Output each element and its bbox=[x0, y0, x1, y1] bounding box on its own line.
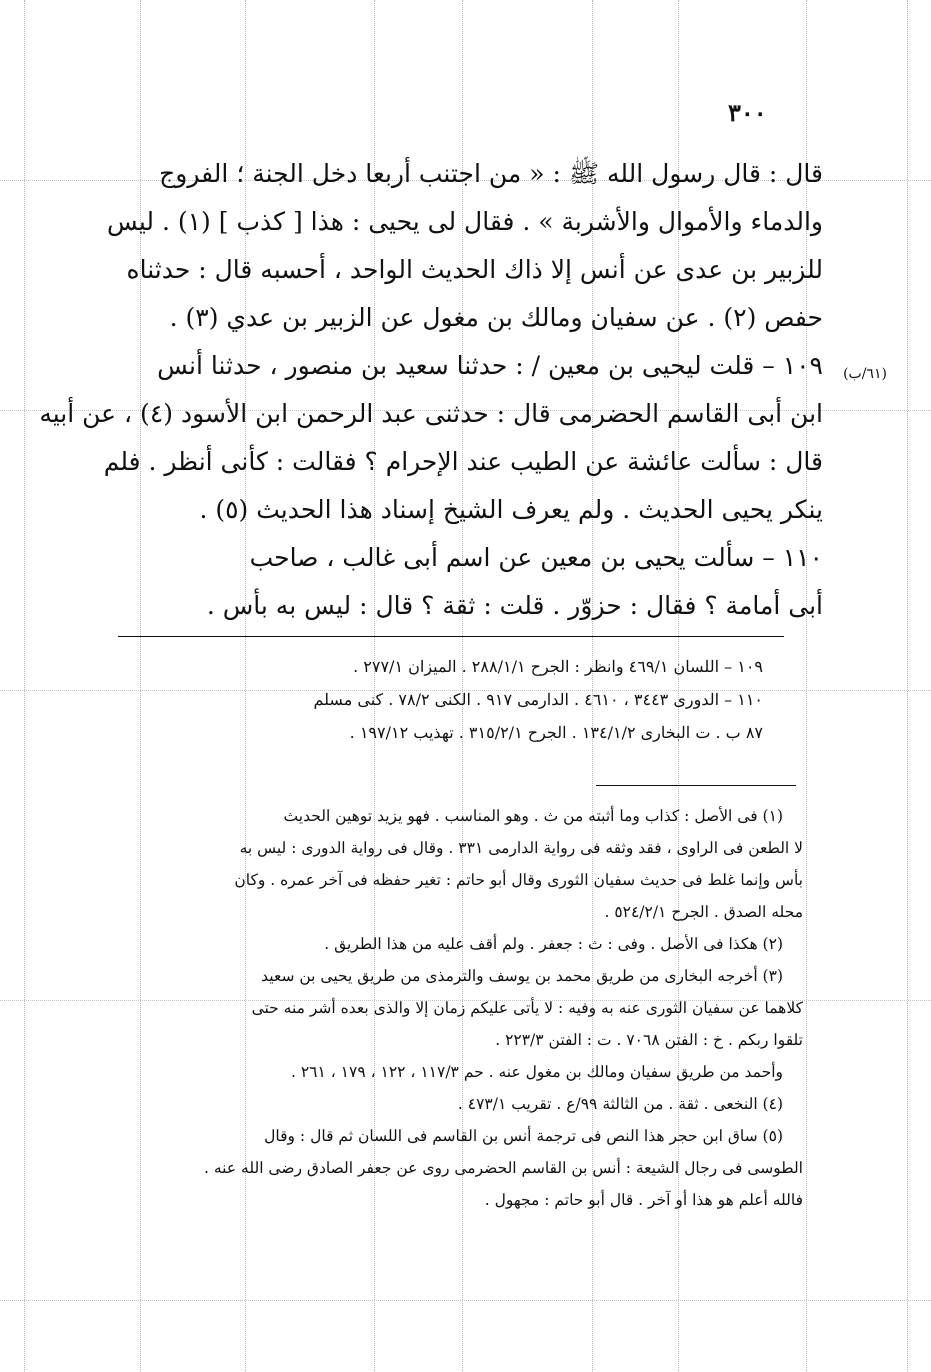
footnote-line: محله الصدق . الجرح ٥٢٤/٢/١ . bbox=[604, 903, 803, 921]
footnote-line: (١) فى الأصل : كذاب وما أثبته من ث . وهو المناسب . فهو يزيد توهين الحديث bbox=[283, 807, 783, 825]
dotted-guide-line bbox=[907, 0, 908, 1372]
text-line: ١١٠ – سألت يحيى بن معين عن اسم أبى غالب ، صاحب bbox=[249, 543, 823, 572]
reference-line: ٨٧ ب . ت البخارى ١٣٤/١/٢ . الجرح ٣١٥/٢/١ . تهذيب ١٩٧/١٢ . bbox=[349, 723, 763, 742]
text-line: للزبير بن عدى عن أنس إلا ذاك الحديث الواحد ، أحسبه قال : حدثناه bbox=[126, 255, 823, 284]
text-line: ينكر يحيى الحديث . ولم يعرف الشيخ إسناد هذا الحديث (٥) . bbox=[199, 495, 823, 524]
dotted-guide-line bbox=[0, 1300, 931, 1301]
main-text bbox=[39, 150, 823, 630]
footnote-line: وأحمد من طريق سفيان ومالك بن مغول عنه . حم ١١٧/٣ ، ١٢٢ ، ١٧٩ ، ٢٦١ . bbox=[290, 1063, 783, 1081]
footnote-line: (٥) ساق ابن حجر هذا النص فى ترجمة أنس بن القاسم فى اللسان ثم قال : وقال bbox=[264, 1127, 783, 1145]
text-line: أبى أمامة ؟ فقال : حزوّر . قلت : ثقة ؟ قال : ليس به بأس . bbox=[206, 591, 823, 620]
reference-line: ١١٠ – الدورى ٣٤٤٣ ، ٤٦١٠ . الدارمى ٩١٧ . الكنى ٧٨/٢ . كنى مسلم bbox=[313, 690, 763, 709]
footnote-separator-short bbox=[596, 785, 796, 786]
footnote-line: (٣) أخرجه البخارى من طريق محمد بن يوسف والترمذى من طريق يحيى بن سعيد bbox=[261, 967, 783, 985]
footnote-line: فالله أعلم هو هذا أو آخر . قال أبو حاتم : مجهول . bbox=[484, 1191, 803, 1209]
text-line: قال : قال رسول الله ﷺ : « من اجتنب أربعا دخل الجنة ؛ الفروج bbox=[159, 159, 823, 188]
text-line: والدماء والأموال والأشربة » . فقال لى يحيى : هذا [ كذب ] (١) . ليس bbox=[106, 207, 823, 236]
text-line: ١٠٩ – قلت ليحيى بن معين / : حدثنا سعيد بن منصور ، حدثنا أنس bbox=[157, 351, 823, 380]
footnote-line: لا الطعن فى الراوى ، فقد وثقه فى رواية الدارمى ٣٣١ . وقال فى رواية الدورى : ليس به bbox=[239, 839, 803, 857]
text-line: ابن أبى القاسم الحضرمى قال : حدثنى عبد الرحمن ابن الأسود (٤) ، عن أبيه bbox=[39, 399, 823, 428]
footnote-line: كلاهما عن سفيان الثورى عنه به وفيه : لا يأتى عليكم زمان إلا والذى بعده أشر منه حتى bbox=[251, 999, 803, 1017]
margin-folio-note: (٦١/ب) bbox=[843, 366, 887, 382]
text-line: قال : سألت عائشة عن الطيب عند الإحرام ؟ فقالت : كأنى أنظر . فلم bbox=[103, 447, 823, 476]
page-number: ٣٠٠ bbox=[728, 98, 767, 127]
footnote-line: بأس وإنما غلط فى حديث سفيان الثورى وقال أبو حاتم : تغير حفظه فى آخر عمره . وكان bbox=[234, 871, 803, 889]
footnote-separator bbox=[118, 636, 784, 637]
reference-line: ١٠٩ – اللسان ٤٦٩/١ وانظر : الجرح ٢٨٨/١/١ . الميزان ٢٧٧/١ . bbox=[353, 657, 763, 676]
references-block bbox=[108, 650, 763, 749]
footnote-line: (٤) النخعى . ثقة . من الثالثة ٩٩/ع . تقريب ٤٧٣/١ . bbox=[457, 1095, 783, 1113]
footnotes-block bbox=[108, 800, 803, 1216]
footnote-line: تلقوا ربكم . خ : الفتن ٧٠٦٨ . ت : الفتن ٢٢٣/٣ . bbox=[495, 1031, 803, 1049]
footnote-line: (٢) هكذا فى الأصل . وفى : ث : جعفر . ولم أقف عليه من هذا الطريق . bbox=[324, 935, 783, 953]
footnote-line: الطوسى فى رجال الشيعة : أنس بن القاسم الحضرمى روى عن جعفر الصادق رضى الله عنه . bbox=[204, 1159, 803, 1177]
dotted-guide-line bbox=[24, 0, 25, 1372]
text-line: حفص (٢) . عن سفيان ومالك بن مغول عن الزبير بن عدي (٣) . bbox=[169, 303, 823, 332]
